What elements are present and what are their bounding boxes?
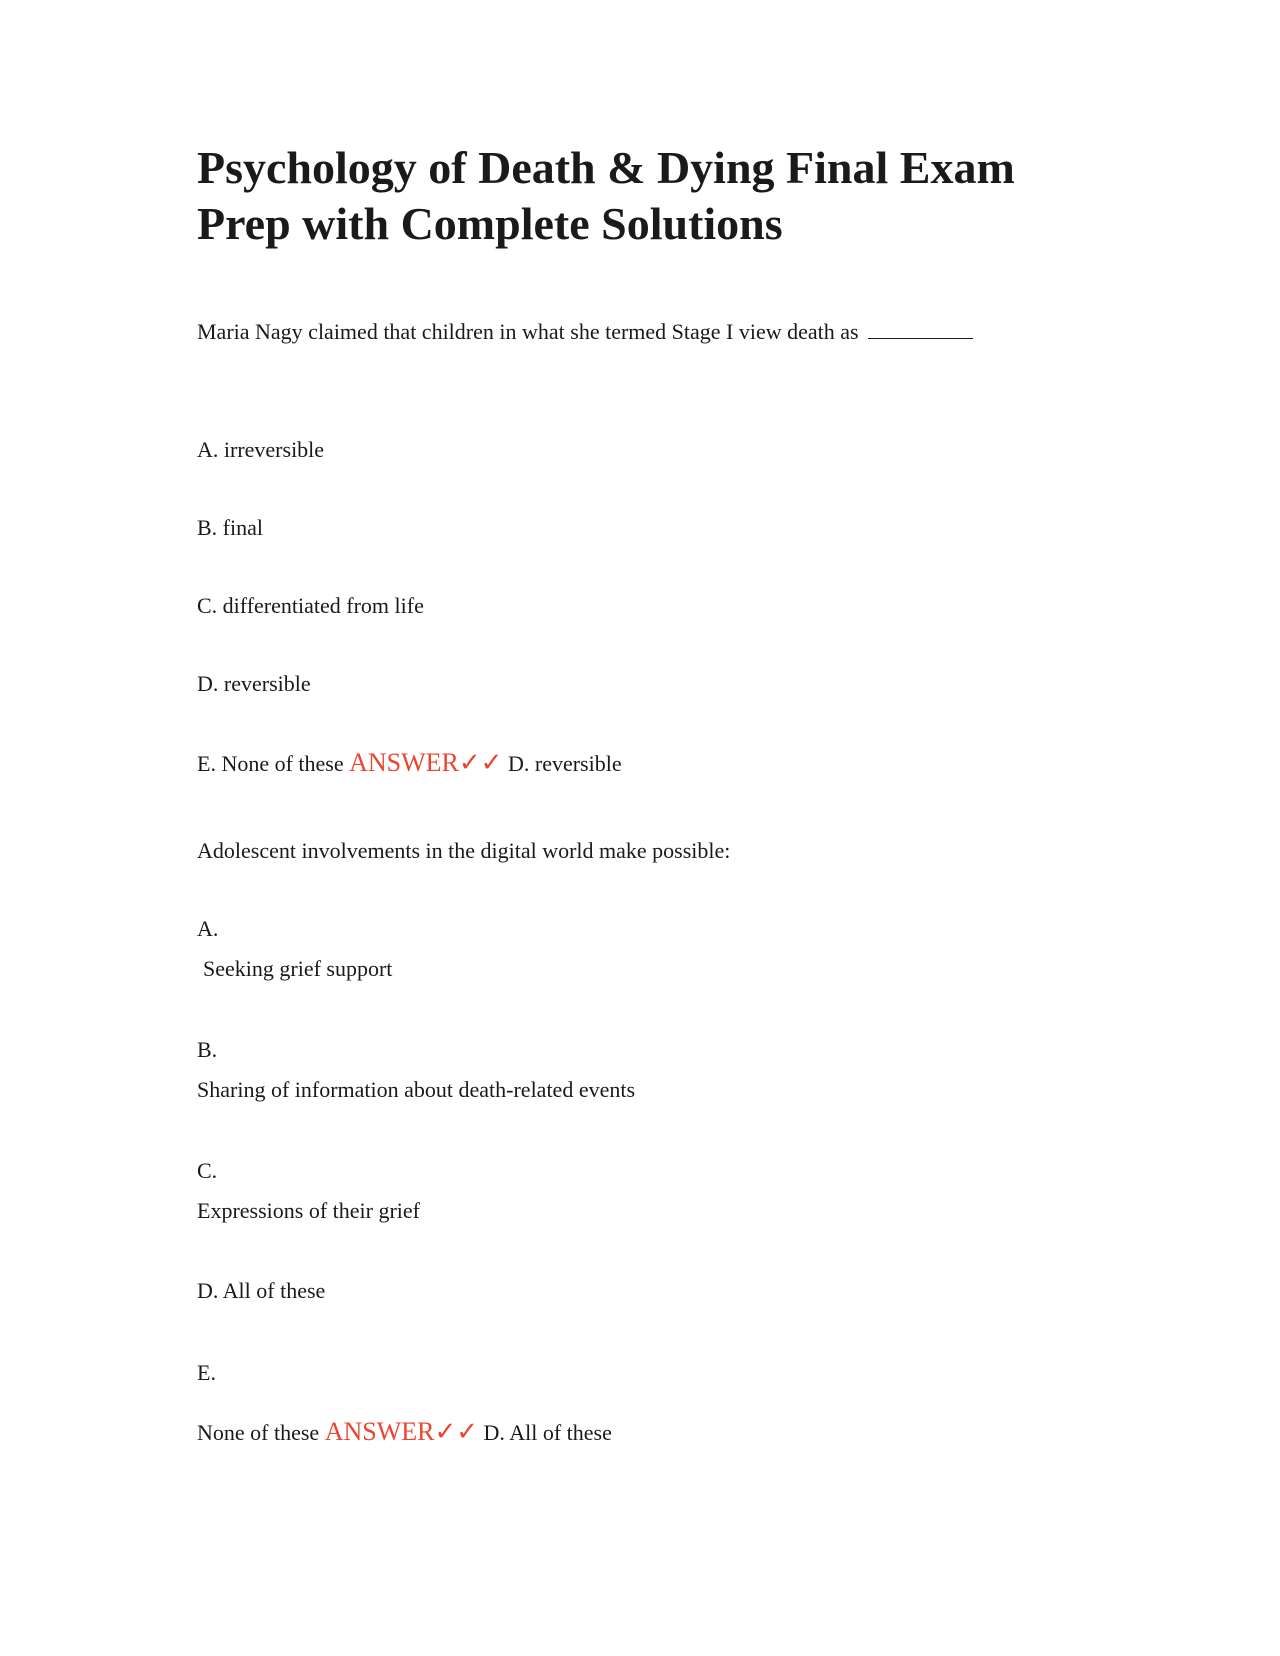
- document-title: Psychology of Death & Dying Final Exam Prep with Complete Solutions: [197, 142, 1015, 249]
- question-2-option-b-text: Sharing of information about death-related events: [197, 1077, 636, 1102]
- answer-label: ANSWER✓✓: [324, 1417, 479, 1446]
- question-1-option-a: A. irreversible: [197, 437, 325, 462]
- question-2-option-a-letter: A.: [197, 916, 219, 941]
- question-2-option-e-letter: E.: [197, 1360, 216, 1385]
- question-1-option-d: D. reversible: [197, 671, 311, 696]
- question-1-prompt: [197, 318, 973, 346]
- answer-value: D. reversible: [507, 751, 622, 776]
- question-2-option-c-letter: C.: [197, 1158, 218, 1183]
- question-2-option-b-letter: B.: [197, 1037, 218, 1062]
- question-2-option-e-text: None of these: [197, 1420, 320, 1445]
- question-1-option-c: C. differentiated from life: [197, 593, 424, 618]
- answer-blank: [868, 320, 973, 339]
- question-1-option-e: E. None of these: [197, 751, 344, 776]
- answer-value: D. All of these: [483, 1420, 612, 1445]
- question-1-option-e-with-answer: [197, 749, 622, 778]
- question-2-option-c-text: Expressions of their grief: [197, 1198, 420, 1223]
- question-2-option-a-text: Seeking grief support: [203, 956, 393, 981]
- question-2-prompt: Adolescent involvements in the digital world make possible:: [197, 838, 731, 863]
- answer-label: ANSWER✓✓: [349, 748, 503, 777]
- question-2-option-e-with-answer: [197, 1418, 612, 1447]
- question-1-option-b: B. final: [197, 515, 263, 540]
- question-2-option-d: D. All of these: [197, 1278, 326, 1303]
- question-1-prompt-text: Maria Nagy claimed that children in what she termed Stage I view death as: [197, 319, 859, 344]
